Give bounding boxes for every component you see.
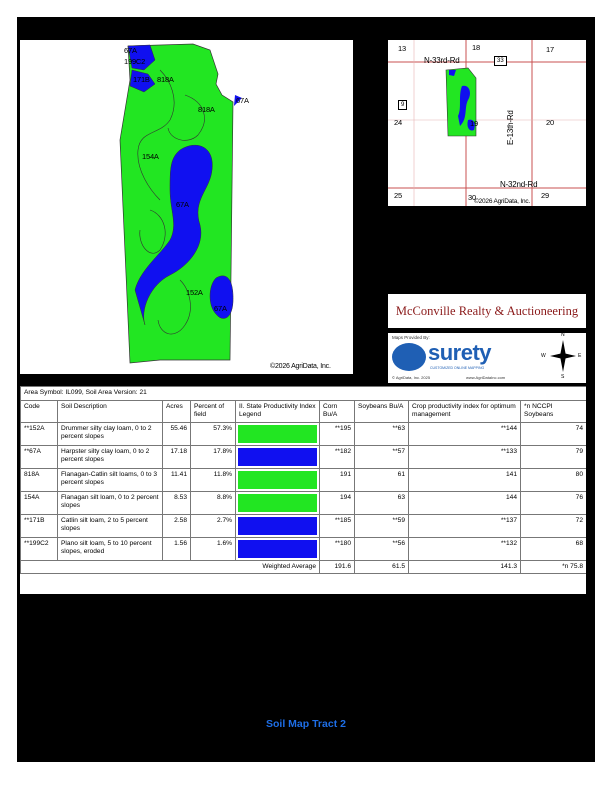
weighted-nccpi: *n 75.8 bbox=[521, 560, 587, 574]
compass-s: S bbox=[561, 374, 565, 380]
legend-swatch bbox=[238, 448, 317, 466]
row-description: Flanagan-Catlin silt loams, 0 to 3 percent slopes bbox=[58, 468, 163, 491]
row-acres: 17.18 bbox=[163, 445, 191, 468]
row-description: Catlin silt loam, 2 to 5 percent slopes bbox=[58, 514, 163, 537]
locator-map bbox=[388, 40, 586, 206]
row-description: Flanagan silt loam, 0 to 2 percent slopes bbox=[58, 491, 163, 514]
row-corn: **180 bbox=[320, 537, 355, 560]
row-percent: 8.8% bbox=[191, 491, 236, 514]
row-percent: 11.8% bbox=[191, 468, 236, 491]
section-number: 20 bbox=[546, 118, 554, 127]
soil-label: 67A bbox=[176, 200, 189, 209]
row-acres: 1.56 bbox=[163, 537, 191, 560]
soil-map-copyright: ©2026 AgriData, Inc. bbox=[270, 363, 331, 370]
legend-swatch bbox=[238, 494, 317, 512]
section-number: 25 bbox=[394, 191, 402, 200]
row-nccpi: 72 bbox=[521, 514, 587, 537]
soil-label: 818A bbox=[198, 105, 215, 114]
surety-logo bbox=[388, 333, 586, 383]
soil-label: 818A bbox=[157, 75, 174, 84]
column-header: II. State Productivity Index Legend bbox=[236, 400, 320, 422]
road-label: E-13th-Rd bbox=[506, 110, 515, 145]
row-code: 154A bbox=[21, 491, 58, 514]
surety-copyright: © AgriData, Inc. 2025 bbox=[392, 375, 431, 380]
row-soy: 63 bbox=[355, 491, 409, 514]
weighted-average-row bbox=[21, 560, 587, 574]
brand-name: McConville Realty & Auctioneering bbox=[395, 304, 579, 318]
row-legend bbox=[236, 422, 320, 445]
row-acres: 55.46 bbox=[163, 422, 191, 445]
row-soy: 61 bbox=[355, 468, 409, 491]
row-soy: **56 bbox=[355, 537, 409, 560]
compass-rose-icon bbox=[548, 336, 578, 376]
row-cpi: **133 bbox=[409, 445, 521, 468]
row-acres: 2.58 bbox=[163, 514, 191, 537]
row-percent: 17.8% bbox=[191, 445, 236, 468]
row-soy: **63 bbox=[355, 422, 409, 445]
legend-swatch bbox=[238, 540, 317, 558]
area-symbol: Area Symbol: IL099, Soil Area Version: 21 bbox=[21, 387, 587, 401]
surety-name: surety bbox=[428, 340, 492, 365]
row-cpi: 144 bbox=[409, 491, 521, 514]
section-number: 17 bbox=[546, 45, 554, 54]
row-acres: 8.53 bbox=[163, 491, 191, 514]
row-code: **171B bbox=[21, 514, 58, 537]
row-legend bbox=[236, 468, 320, 491]
row-nccpi: 76 bbox=[521, 491, 587, 514]
route-shield: 9 bbox=[398, 100, 407, 110]
soil-table-panel bbox=[20, 386, 586, 594]
row-legend bbox=[236, 514, 320, 537]
column-header: Code bbox=[21, 400, 58, 422]
section-number: 29 bbox=[541, 191, 549, 200]
section-number: 18 bbox=[472, 43, 480, 52]
compass-n: N bbox=[561, 333, 565, 338]
row-cpi: **132 bbox=[409, 537, 521, 560]
soil-label: 154A bbox=[142, 152, 159, 161]
soil-map bbox=[20, 40, 353, 374]
section-number: 24 bbox=[394, 118, 402, 127]
section-number: 19 bbox=[470, 119, 478, 128]
row-description: Harpster silty clay loam, 0 to 2 percent slopes bbox=[58, 445, 163, 468]
surety-url: www.AgriDataInc.com bbox=[466, 375, 506, 380]
compass-e: E bbox=[578, 353, 582, 359]
soil-table bbox=[20, 386, 586, 574]
row-acres: 11.41 bbox=[163, 468, 191, 491]
column-header: Soil Description bbox=[58, 400, 163, 422]
soil-label: 171B bbox=[133, 75, 150, 84]
page-title: Soil Map Tract 2 bbox=[266, 718, 346, 730]
row-percent: 2.7% bbox=[191, 514, 236, 537]
row-corn: **195 bbox=[320, 422, 355, 445]
row-nccpi: 68 bbox=[521, 537, 587, 560]
row-code: **152A bbox=[21, 422, 58, 445]
row-code: **199C2 bbox=[21, 537, 58, 560]
compass-w: W bbox=[541, 353, 546, 359]
soil-rows bbox=[21, 422, 587, 560]
row-description: Plano silt loam, 5 to 10 percent slopes, eroded bbox=[58, 537, 163, 560]
legend-swatch bbox=[238, 471, 317, 489]
weighted-corn: 191.6 bbox=[320, 560, 355, 574]
row-description: Drummer silty clay loam, 0 to 2 percent slopes bbox=[58, 422, 163, 445]
road-label: N-33rd-Rd bbox=[424, 56, 460, 65]
row-code: 818A bbox=[21, 468, 58, 491]
table-row bbox=[21, 468, 587, 491]
mcconville-logo bbox=[388, 294, 586, 328]
section-number: 13 bbox=[398, 44, 406, 53]
section-number: 30 bbox=[468, 193, 476, 202]
column-header: Crop productivity index for optimum management bbox=[409, 400, 521, 422]
soil-label: 67A bbox=[236, 96, 249, 105]
soil-label: 67A bbox=[124, 46, 137, 55]
row-legend bbox=[236, 445, 320, 468]
row-nccpi: 79 bbox=[521, 445, 587, 468]
soil-label: 152A bbox=[186, 288, 203, 297]
table-row bbox=[21, 514, 587, 537]
soil-label: 67A bbox=[214, 304, 227, 313]
locator-map-drawing bbox=[388, 40, 586, 206]
surety-tagline: CUSTOMIZED ONLINE MAPPING bbox=[430, 366, 485, 370]
column-header: *n NCCPI Soybeans bbox=[521, 400, 587, 422]
column-header: Corn Bu/A bbox=[320, 400, 355, 422]
soil-label: 199C2 bbox=[124, 57, 146, 66]
route-shield: 33 bbox=[494, 56, 507, 66]
row-percent: 1.6% bbox=[191, 537, 236, 560]
maps-provided-by: Maps Provided By: bbox=[392, 335, 430, 340]
weighted-soy: 61.5 bbox=[355, 560, 409, 574]
column-header: Soybeans Bu/A bbox=[355, 400, 409, 422]
column-header: Acres bbox=[163, 400, 191, 422]
road-label: N-32nd-Rd bbox=[500, 180, 538, 189]
row-percent: 57.3% bbox=[191, 422, 236, 445]
globe-icon bbox=[392, 343, 426, 371]
legend-swatch bbox=[238, 425, 317, 443]
weighted-average-label: Weighted Average bbox=[21, 560, 320, 574]
row-legend bbox=[236, 537, 320, 560]
row-nccpi: 74 bbox=[521, 422, 587, 445]
row-corn: **182 bbox=[320, 445, 355, 468]
table-row bbox=[21, 445, 587, 468]
weighted-cpi: 141.3 bbox=[409, 560, 521, 574]
locator-map-copyright: ©2026 AgriData, Inc. bbox=[474, 198, 531, 205]
table-row bbox=[21, 422, 587, 445]
row-soy: **57 bbox=[355, 445, 409, 468]
legend-swatch bbox=[238, 517, 317, 535]
column-header: Percent of field bbox=[191, 400, 236, 422]
row-corn: **185 bbox=[320, 514, 355, 537]
row-cpi: **137 bbox=[409, 514, 521, 537]
row-cpi: **144 bbox=[409, 422, 521, 445]
table-row bbox=[21, 537, 587, 560]
row-cpi: 141 bbox=[409, 468, 521, 491]
row-corn: 194 bbox=[320, 491, 355, 514]
row-soy: **59 bbox=[355, 514, 409, 537]
table-row bbox=[21, 491, 587, 514]
table-header-row bbox=[21, 400, 587, 422]
row-nccpi: 80 bbox=[521, 468, 587, 491]
row-legend bbox=[236, 491, 320, 514]
row-corn: 191 bbox=[320, 468, 355, 491]
row-code: **67A bbox=[21, 445, 58, 468]
